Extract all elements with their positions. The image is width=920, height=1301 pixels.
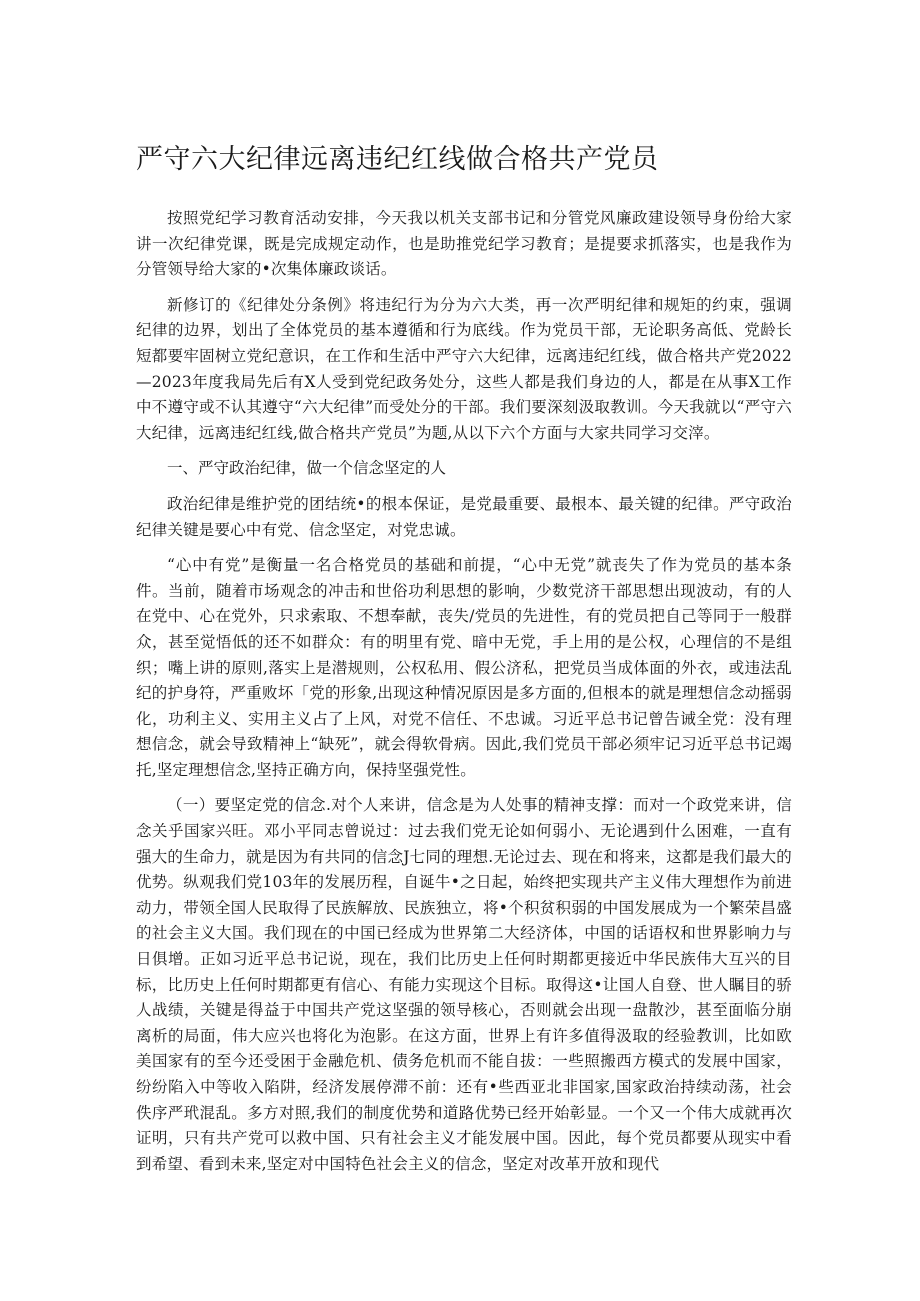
intro-paragraph: 按照党纪学习教育活动安排，今天我以机关支部书记和分管党风廉政建设领导身份给大家讲一次纪律党课，既是完成规定动作，也是助推党纪学习教育；是提要求抓落实，也是我作为分管领导给大家的•次集体廉政谈话。 — [136, 209, 792, 279]
context-paragraph: 新修订的《纪律处分条例》将违纪行为分为六大类，再一次严明纪律和规矩的约束，强调纪律的边界，划出了全体党员的基本遵循和行为底线。作为党员干部，无论职务高低、党龄长短都要牢固树立党纪意识，在工作和生活中严守六大纪律，远离违纪红线，做合格共产党2022—2023年度我局先后有X人受到党纪政务处分，这些人都是我们身边的人，都是在从事X工作中不遵守或不认其遵守“六大纪律”而受处分的干部。我们要深刻汲取教训。今天我就以“严守六大纪律，远离违纪红线,做合格共产党员”为题,从以下六个方面与大家共同学习交滓。 — [136, 295, 792, 442]
heart-party-paragraph: “心中有党”是衡量一名合格党员的基础和前提，“心中无党”就丧失了作为党员的基本条件。当前，随着市场观念的冲击和世俗功利思想的影响，少数党济干部思想出现波动，有的人在党中、心在党外，只求索取、不想奉献，丧失/党员的先进性，有的党员把自己等同于一般群众，甚至觉悟低的还不如群众：有的明里有党、暗中无党，手上用的是公权，心理信的不是组织；嘴上讲的原则,落实上是潜规则，公权私用、假公济私，把党员当成体面的外衣，或违法乱纪的护身符，严重败坏「党的形象,出现这种情况原因是多方面的,但根本的就是理想信念动摇弱化，功利主义、实用主义占了上风，对党不信任、不忠诚。习近平总书记曾告诫全党：没有理想信念，就会导致精神上“缺死”，就会得软骨病。因此,我们党员干部必须牢记习近平总书记竭托,坚定理想信念,坚持正确方向，保持坚强党性。 — [136, 556, 792, 779]
document-page — [136, 140, 792, 1187]
section-heading-political-discipline: 一、严守政治纪律，做一个信念坚定的人 — [167, 459, 447, 478]
belief-paragraph: （一）要坚定党的信念.对个人来讲，信念是为人处事的精神支撑：而对一个政党来讲，信念关乎国家兴旺。邓小平同志曾说过：过去我们党无论如何弱小、无论遇到什么困难，一直有强大的生命力，就是因为有共同的信念J七同的理想.无论过去、现在和将来，这都是我们最大的优势。纵观我们党103年的发展历程，自诞牛•之日起，始终把实现共产主义伟大理想作为前进动力，带领全国人民取得了民族解放、民族独立，将•个积贫积弱的中国发展成为一个繁荣昌盛的社会主义大国。我们现在的中国已经成为世界第二大经济体，中国的话语权和世界影响力与日俱增。正如习近平总书记说，现在，我们比历史上任何时期都更接近中华民族伟大互兴的目标，比历史上任何时期都更有信心、有能力实现这个目标。取得这•让国人自登、世人瞩目的骄人战绩，关键是得益于中国共产党这坚强的领导核心，否则就会出现一盘散沙，甚至面临分崩离析的局面，伟大应兴也将化为泡影。在这方面，世界上有许多值得汲取的经验教训，比如欧美国家有的至今还受困于金融危机、债务危机而不能自拔：一些照搬西方模式的发展中国家，纷纷陷入中等收入陷阱，经济发展停滞不前：还有•些西亚北非国家,国家政治持续动荡，社会佚序严玳混乱。多方对照,我们的制度优势和道路优势已经开始彰显。一个又一个伟大成就再次证明，只有共产党可以救中国、只有社会主义才能发展中国。因此，每个党员都要从现实中看到希望、看到未来,坚定对中国特色社会主义的信念，坚定对改革开放和现代 — [136, 796, 792, 1173]
document-title: 严守六大纪律远离违纪红线做合格共产党员 — [136, 144, 659, 175]
political-discipline-paragraph: 政治纪律是维护党的团结统•的根本保证，是党最重要、最根本、最关键的纪律。严守政治纪律关键是要心中有党、信念坚定，对党忠诚。 — [136, 494, 792, 539]
